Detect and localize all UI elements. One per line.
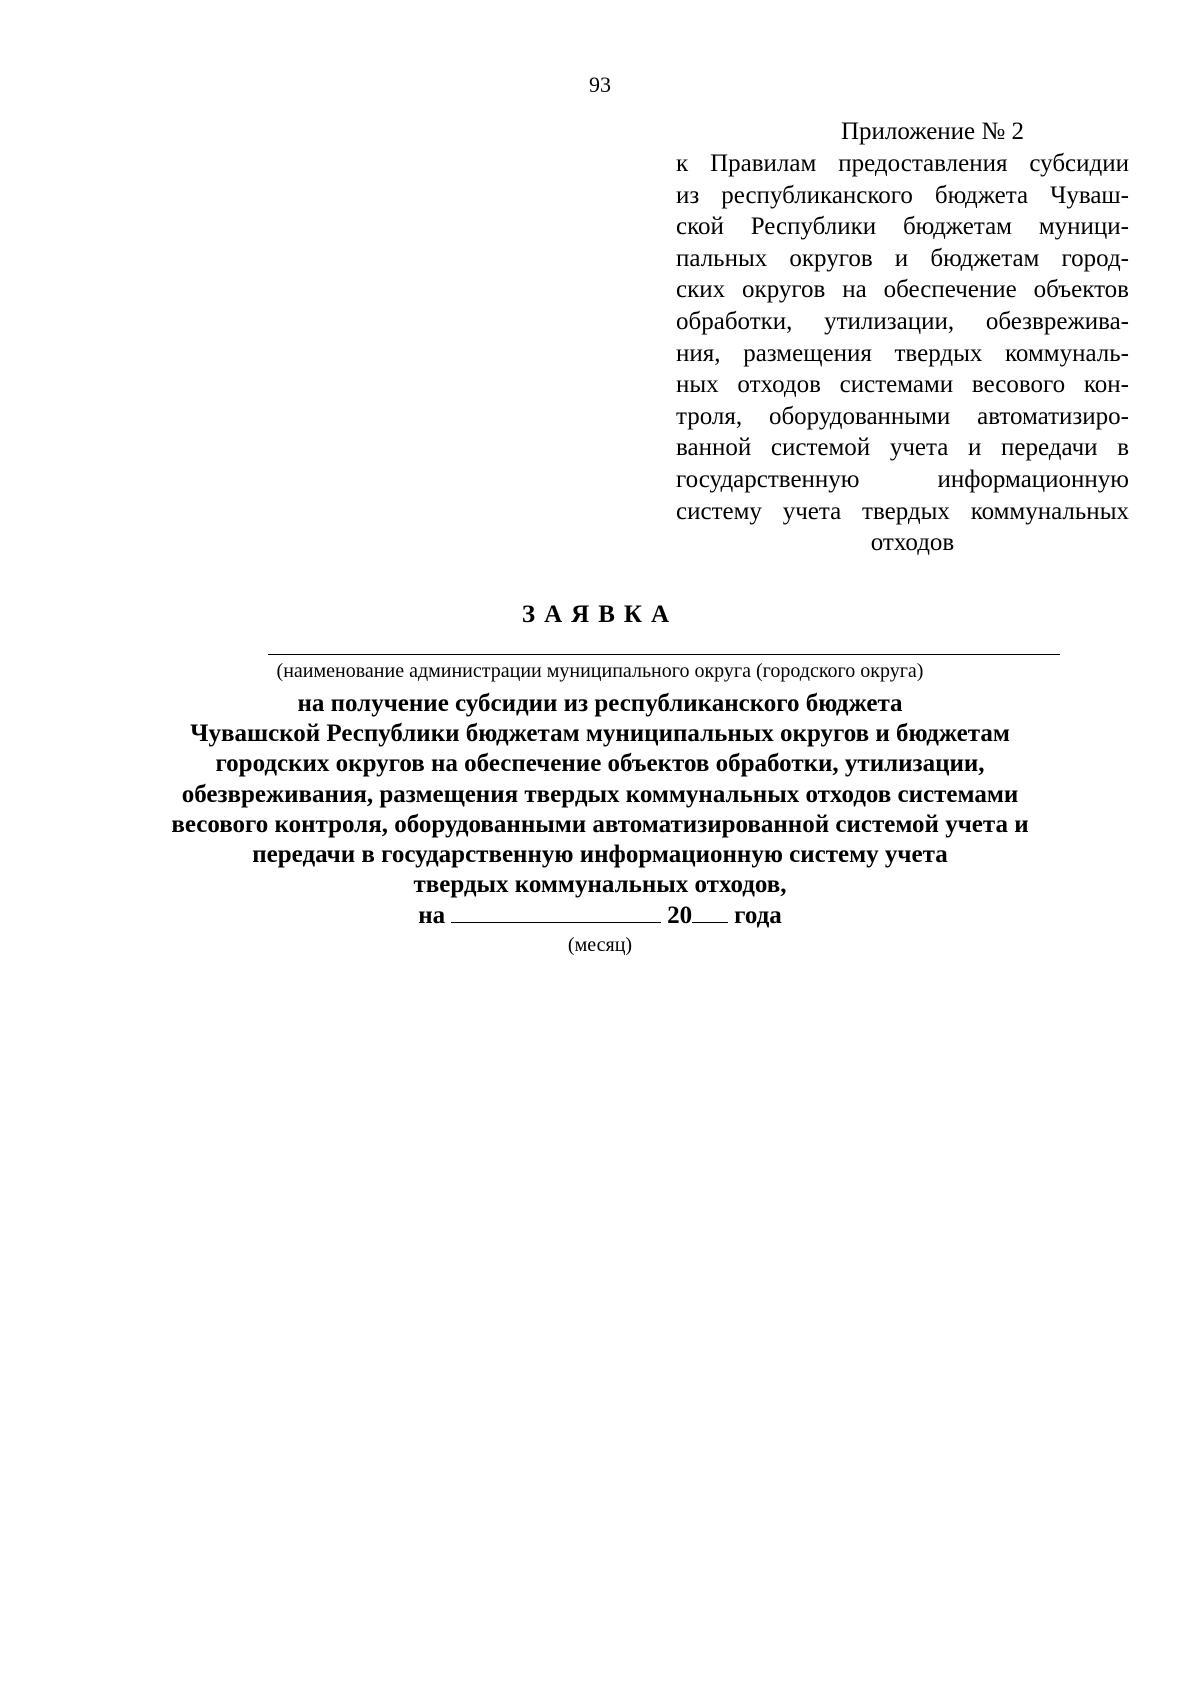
appendix-text bbox=[676, 148, 1129, 559]
appendix-line: к Правилам предоставления субсидии bbox=[676, 150, 1129, 177]
month-blank-field[interactable] bbox=[451, 902, 661, 923]
appendix-line: отходов bbox=[870, 529, 955, 557]
subject-line: городских округов на обеспечение объектов обработки, утилизации, bbox=[215, 750, 985, 778]
form-subject bbox=[0, 689, 1200, 900]
subject-line: твердых коммунальных отходов, bbox=[413, 871, 787, 899]
appendix-line: пальных округов и бюджетам город- bbox=[676, 244, 1129, 272]
year-blank-field[interactable] bbox=[692, 902, 728, 923]
date-row bbox=[0, 901, 1200, 931]
subject-line: весового контроля, оборудованными автоматизированной системой учета и bbox=[171, 810, 1029, 838]
subject-line: обезвреживания, размещения твердых коммунальных отходов системами bbox=[181, 780, 1019, 808]
appendix-line: ской Республики бюджетам муници- bbox=[676, 213, 1129, 241]
appendix-line: обработки, утилизации, обезврежива- bbox=[676, 307, 1129, 335]
appendix-title: Приложение № 2 bbox=[840, 118, 1025, 145]
admin-name-field[interactable] bbox=[268, 654, 1060, 655]
admin-name-caption: (наименование администрации муниципального округа (городского округа) bbox=[276, 660, 924, 682]
appendix-line: ских округов на обеспечение объектов bbox=[676, 276, 1129, 304]
subject-line: передачи в государственную информационную систему учета bbox=[252, 841, 948, 869]
month-caption: (месяц) bbox=[567, 934, 633, 956]
year-prefix: 20 bbox=[667, 902, 693, 929]
form-title: ЗАЯВКА bbox=[521, 601, 679, 628]
subject-line: Чувашской Республики бюджетам муниципальных округов и бюджетам bbox=[190, 720, 1010, 748]
appendix-line: систему учета твердых коммунальных bbox=[676, 497, 1129, 525]
appendix-line: из республиканского бюджета Чуваш- bbox=[676, 181, 1129, 209]
appendix-line: ванной системой учета и передачи в bbox=[676, 434, 1129, 462]
appendix-line: государственную информационную bbox=[676, 465, 1129, 493]
appendix-line: ных отходов системами весового кон- bbox=[676, 371, 1129, 399]
date-prefix: на bbox=[418, 902, 446, 929]
subject-line: на получение субсидии из республиканского бюджета bbox=[297, 690, 903, 717]
appendix-line: троля, оборудованными автоматизиро- bbox=[676, 402, 1129, 430]
page-number: 93 bbox=[589, 72, 611, 97]
date-suffix: года bbox=[734, 902, 782, 929]
appendix-block bbox=[676, 115, 1129, 559]
appendix-line: ния, размещения твердых коммуналь- bbox=[676, 339, 1129, 367]
